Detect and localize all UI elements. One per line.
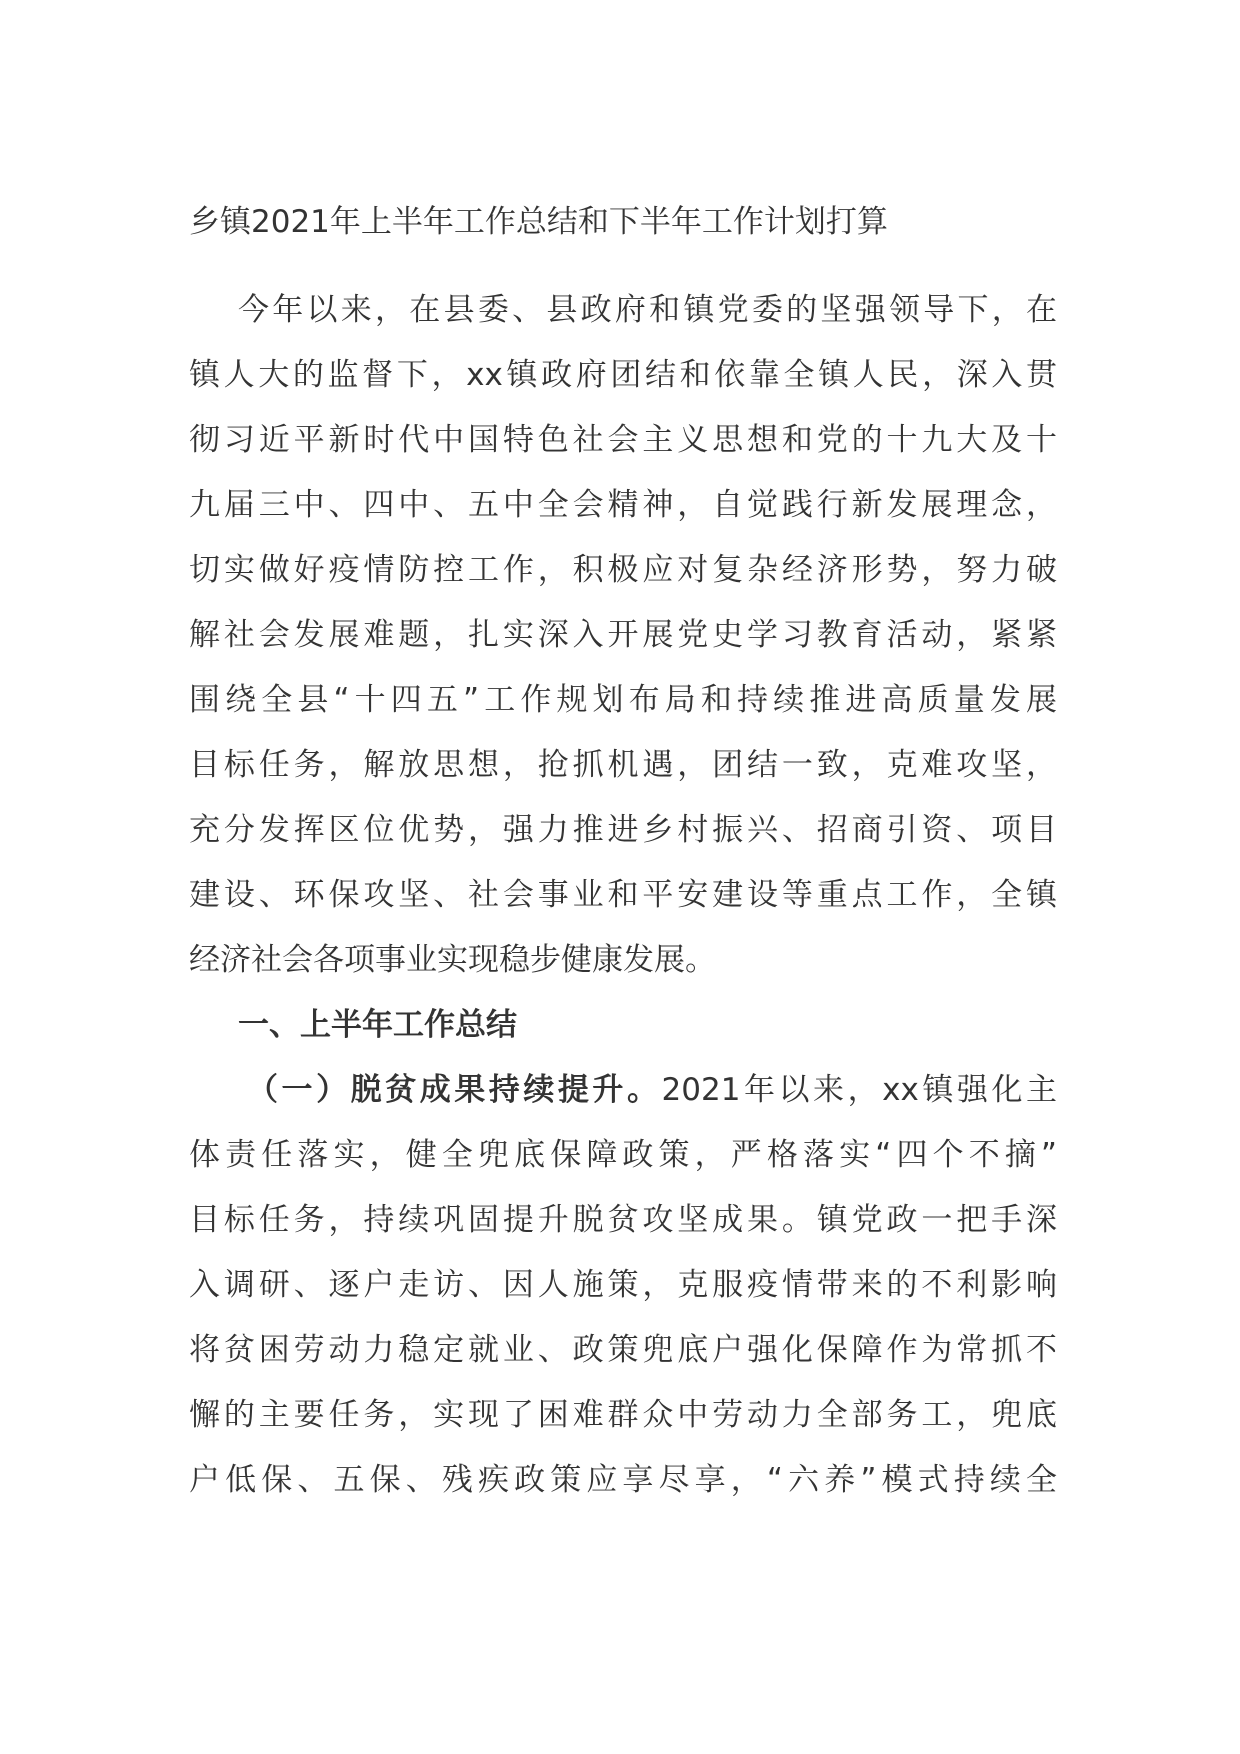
intro-line: 解社会发展难题，扎实深入开展党史学习教育活动，紧紧 [189,617,1057,653]
subsection-text: 2021年以来，xx镇强化主 [661,1072,1058,1108]
subsection-line: 入调研、逐户走访、因人施策，克服疫情带来的不利影响 [189,1267,1057,1303]
subsection-line: 将贫困劳动力稳定就业、政策兜底户强化保障作为常抓不 [189,1332,1057,1368]
subsection-paragraph [189,1058,1057,1513]
subsection-line: 懈的主要任务，实现了困难群众中劳动力全部务工，兜底 [189,1397,1057,1433]
intro-line: 建设、环保攻坚、社会事业和平安建设等重点工作，全镇 [189,877,1057,913]
document-title: 乡镇2021年上半年工作总结和下半年工作计划打算 [189,204,888,240]
intro-line: 目标任务，解放思想，抢抓机遇，团结一致，克难攻坚， [189,747,1057,783]
document-page [189,190,1057,1513]
intro-line: 镇人大的监督下，xx镇政府团结和依靠全镇人民，深入贯 [189,357,1057,393]
section-heading: 一、上半年工作总结 [238,1007,517,1043]
subsection-line: 户低保、五保、残疾政策应享尽享，“六养”模式持续全 [189,1462,1057,1498]
intro-line: 今年以来，在县委、县政府和镇党委的坚强领导下，在 [238,292,1057,328]
subsection-first-line [189,1058,1057,1123]
intro-paragraph [189,278,1057,993]
intro-line: 围绕全县“十四五”工作规划布局和持续推进高质量发展 [189,682,1057,718]
intro-line: 彻习近平新时代中国特色社会主义思想和党的十九大及十 [189,422,1057,458]
subsection-line: 体责任落实，健全兜底保障政策，严格落实“四个不摘” [189,1137,1057,1173]
intro-line: 经济社会各项事业实现稳步健康发展。 [189,942,716,978]
intro-line: 九届三中、四中、五中全会精神，自觉践行新发展理念， [189,487,1057,523]
intro-line: 切实做好疫情防控工作，积极应对复杂经济形势，努力破 [189,552,1057,588]
subsection-line: 目标任务，持续巩固提升脱贫攻坚成果。镇党政一把手深 [189,1202,1057,1238]
subsection-heading: （一）脱贫成果持续提升。 [247,1072,662,1108]
intro-line: 充分发挥区位优势，强力推进乡村振兴、招商引资、项目 [189,812,1057,848]
